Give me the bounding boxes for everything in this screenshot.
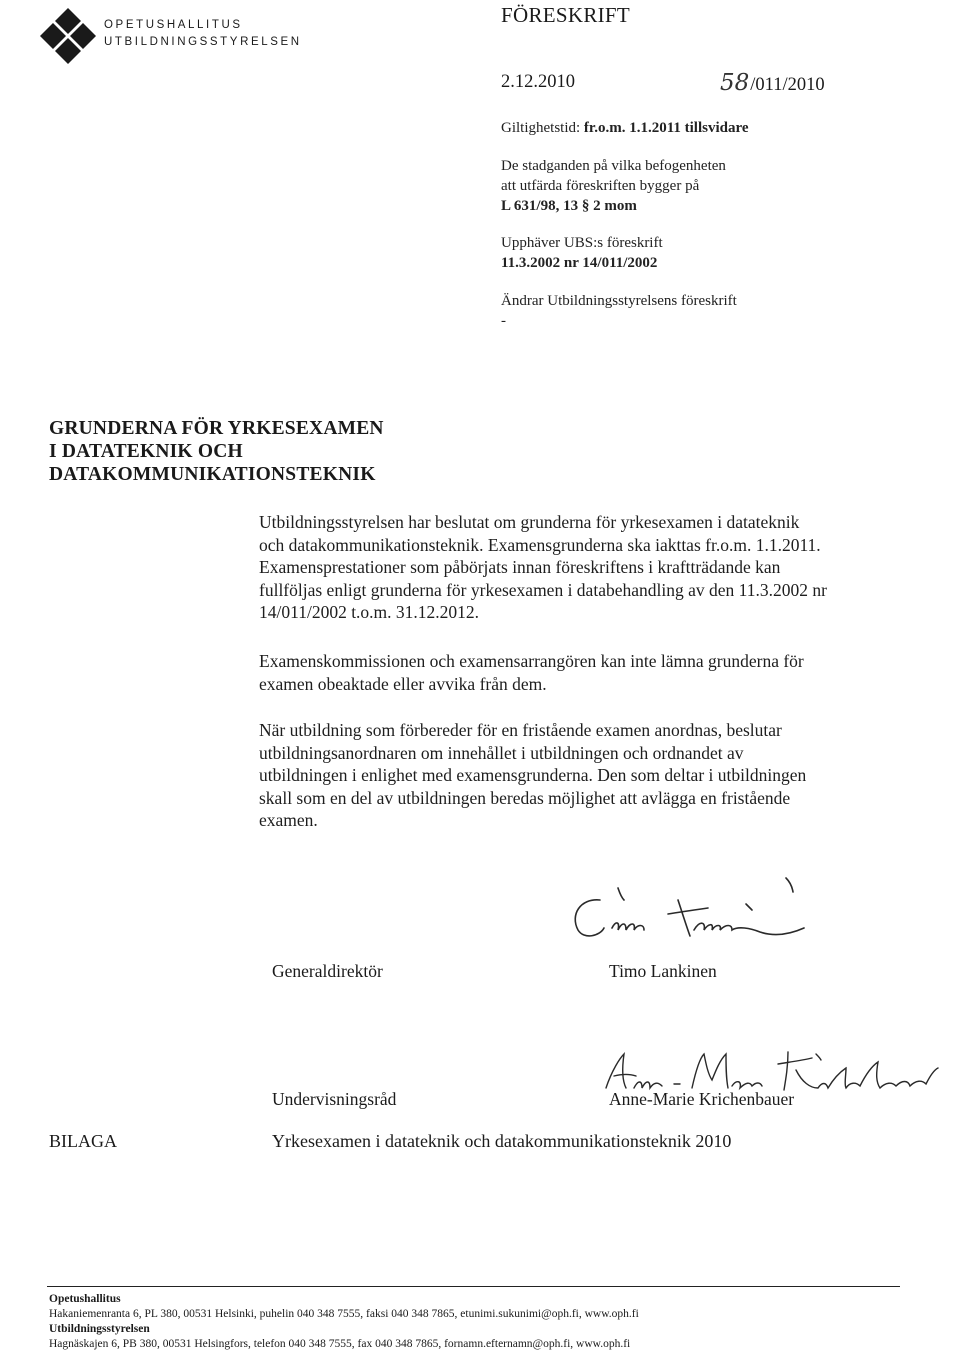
text-line: Utbildningsstyrelsen har beslutat om grunderna för yrkesexamen i datateknik — [259, 512, 800, 532]
authority-line: De stadganden på vilka befogenheten — [501, 158, 726, 174]
footer-org2-address: Hagnäskajen 6, PB 380, 00531 Helsingfors, telefon 040 348 7555, fax 040 348 7865, fornamn.efternamn@oph.fi, www.oph.fi — [49, 1338, 631, 1350]
legal-authority — [501, 156, 726, 216]
footer-org2-name: Utbildningsstyrelsen — [49, 1323, 150, 1335]
paragraph-commission — [259, 650, 909, 695]
signature-timo-lankinen — [560, 870, 820, 960]
paragraph-decision — [259, 511, 909, 624]
handwritten-number: 58 — [720, 70, 750, 96]
footer-org1-address: Hakaniemenranta 6, PL 380, 00531 Helsinki, puhelin 040 348 7555, faksi 040 348 7865, etunimi.sukunimi@oph.fi, www.oph.fi — [49, 1308, 639, 1320]
org-name-swedish: UTBILDNINGSSTYRELSEN — [104, 36, 302, 48]
footer-org1-name: Opetushallitus — [49, 1293, 121, 1305]
annex-label: BILAGA — [49, 1131, 117, 1151]
amends — [501, 291, 737, 331]
title-line: I DATATEKNIK OCH — [49, 441, 243, 462]
text-line: Examensprestationer som påbörjats innan föreskriftens i kraftträdande kan — [259, 557, 781, 577]
validity — [501, 118, 749, 138]
amends-value: - — [501, 313, 506, 329]
document-type: FÖRESKRIFT — [501, 3, 631, 27]
document-number-suffix: /011/2010 — [750, 75, 825, 95]
document-title — [49, 417, 384, 486]
org-name — [104, 17, 302, 51]
paragraph-training — [259, 719, 909, 832]
authority-line: att utfärda föreskriften bygger på — [501, 178, 700, 194]
text-line: 14/011/2002 t.o.m. 31.12.2012. — [259, 602, 480, 622]
signer1-title: Generaldirektör — [272, 961, 383, 981]
footer-divider — [47, 1286, 900, 1287]
text-line: fullföljas enligt grunderna för yrkesexamen i databehandling av den 11.3.2002 nr — [259, 579, 827, 600]
title-line: GRUNDERNA FÖR YRKESEXAMEN — [49, 418, 384, 439]
text-line: skall som en del av utbildningen beredas möjlighet att avlägga en fristående — [259, 787, 791, 808]
diamond-grid-logo-icon — [38, 6, 98, 66]
authority-law-reference: L 631/98, 13 § 2 mom — [501, 198, 637, 214]
text-line: Examenskommissionen och examensarrangören kan inte lämna grunderna för — [259, 651, 804, 671]
repeals-reference: 11.3.2002 nr 14/011/2002 — [501, 255, 658, 271]
text-line: När utbildning som förbereder för en fristående examen anordnas, beslutar — [259, 720, 782, 740]
footer — [49, 1292, 639, 1352]
signer2-name: Anne-Marie Krichenbauer — [609, 1089, 795, 1109]
repeals — [501, 233, 663, 273]
document-number — [720, 70, 825, 96]
repeals-line: Upphäver UBS:s föreskrift — [501, 235, 663, 251]
text-line: och datakommunikationsteknik. Examensgrunderna ska iakttas fr.o.m. 1.1.2011. — [259, 534, 821, 555]
annex-title: Yrkesexamen i datateknik och datakommunikationsteknik 2010 — [272, 1131, 732, 1151]
amends-line: Ändrar Utbildningsstyrelsens föreskrift — [501, 293, 737, 309]
validity-label: Giltighetstid: — [501, 120, 581, 136]
text-line: examen obeaktade eller avvika från dem. — [259, 673, 547, 694]
signer2-title: Undervisningsråd — [272, 1089, 397, 1109]
logo — [38, 6, 308, 66]
title-line: DATAKOMMUNIKATIONSTEKNIK — [49, 464, 376, 485]
text-line: examen. — [259, 810, 318, 830]
org-name-finnish: OPETUSHALLITUS — [104, 19, 243, 31]
signer1-name: Timo Lankinen — [609, 961, 717, 981]
document-date: 2.12.2010 — [501, 72, 575, 92]
text-line: utbildningen i enlighet med examensgrunderna. Den som deltar i utbildningen — [259, 765, 807, 785]
validity-value: fr.o.m. 1.1.2011 tillsvidare — [583, 120, 749, 136]
text-line: utbildningsanordnaren om innehållet i utbildningen och ordnandet av — [259, 742, 744, 763]
